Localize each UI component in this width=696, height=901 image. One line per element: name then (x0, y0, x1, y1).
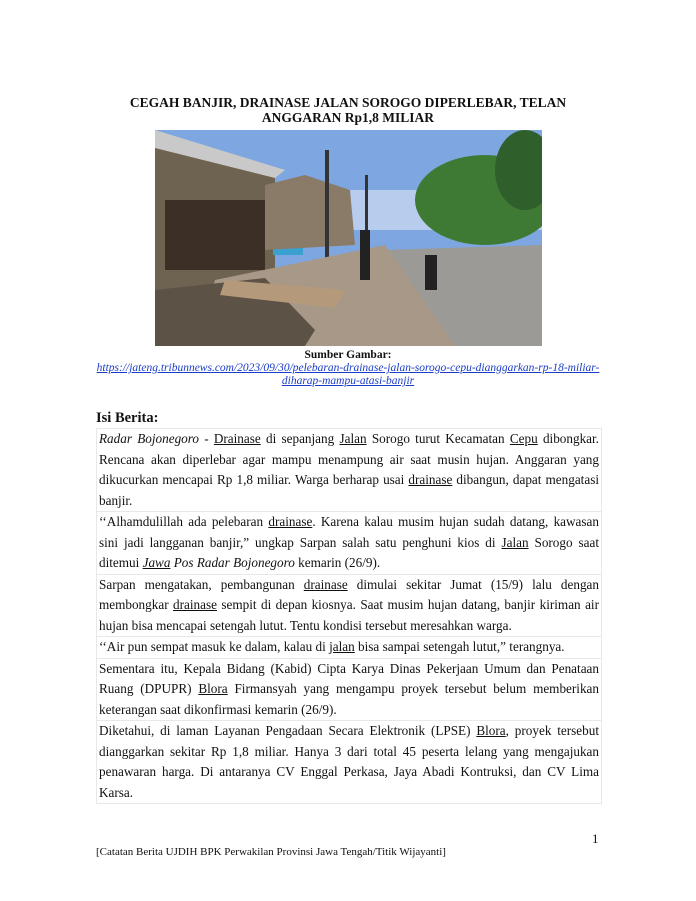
paragraph-text: Sarpan mengatakan, pembangunan (99, 576, 304, 592)
linked-term[interactable]: Jalan (501, 534, 529, 550)
linked-term[interactable]: Blora (198, 681, 228, 696)
page-footer: [Catatan Berita UJDIH BPK Perwakilan Provinsi Jawa Tengah/Titik Wijayanti] (96, 846, 446, 858)
paragraph-text: Diketahui, di laman Layanan Pengadaan Secara Elektronik (LPSE) (99, 723, 477, 738)
paragraph-text: - (199, 431, 214, 446)
section-heading: Isi Berita: (96, 410, 159, 426)
linked-term[interactable]: drainase (268, 514, 313, 529)
paragraph-text: ‘‘Alhamdulillah ada pelebaran (99, 514, 269, 529)
linked-term[interactable]: Cepu (509, 431, 538, 446)
paragraph-text: Sementara itu, Kepala Bidang (Kabid) Cipta Karya Dinas Pekerjaan Umum dan Penataan Ruang (DPUPR) (99, 660, 599, 696)
source-link[interactable]: https://jateng.tribunnews.com/2023/09/30/pelebaran-drainase-jalan-sorogo-cepu-dianggarkan-rp-18-miliar-diharap-mampu-atasi-banjir (96, 362, 600, 387)
caption-label: Sumber Gambar: (304, 349, 392, 361)
linked-term[interactable]: Jawa (142, 555, 171, 570)
linked-term[interactable]: drainase (408, 472, 453, 487)
paragraph-text: Sorogo saat ditemui (99, 534, 599, 570)
paragraph-text: dimulai sekitar Jumat (15/9) lalu dengan membongkar (99, 576, 599, 612)
article-paragraph (96, 720, 602, 804)
linked-term[interactable]: jalan (329, 639, 355, 654)
article-body (96, 428, 602, 804)
paragraph-text: di sepanjang (260, 431, 340, 446)
article-paragraph (96, 428, 602, 511)
paragraph-text: Firmansyah yang mengampu proyek tersebut belum memberikan keterangan saat dikonfirmasi kemarin (26/9). (99, 681, 599, 717)
news-photo (155, 130, 542, 346)
paragraph-text: Sorogo turut Kecamatan (366, 431, 510, 446)
linked-term[interactable]: Drainase (213, 431, 261, 446)
paragraph-text: dibongkar. Rencana akan diperlebar agar mampu menampung air saat musin hujan. Anggaran yang dikucurkan mencapai Rp 1,8 miliar. Warga berharap usai (99, 431, 599, 487)
article-paragraph (96, 636, 602, 658)
article-paragraph (96, 658, 602, 721)
linked-term[interactable]: drainase (173, 597, 217, 612)
linked-term[interactable]: Blora (476, 723, 506, 738)
article-paragraph (96, 511, 602, 574)
paragraph-text: Pos Radar Bojonegoro (170, 555, 295, 570)
image-caption (80, 349, 616, 388)
linked-term[interactable]: Jalan (339, 431, 367, 446)
paragraph-text: dibangun, dapat mengatasi banjir. (99, 472, 599, 508)
article-paragraph (96, 574, 602, 637)
paragraph-text: Radar Bojonegoro (99, 431, 199, 446)
paragraph-text: ‘‘Air pun sempat masuk ke dalam, kalau di (99, 639, 330, 654)
street-construction-illustration (155, 130, 542, 346)
page-number: 1 (592, 831, 599, 846)
linked-term[interactable]: drainase (303, 576, 348, 592)
paragraph-text: bisa sampai setengah lutut,” terangnya. (354, 639, 565, 654)
paragraph-text: , proyek tersebut dianggarkan sekitar Rp 1,8 miliar. Hanya 3 dari total 45 peserta lelang yang mengajukan penawaran harga. Di antaranya CV Enggal Perkasa, Jaya Abadi Kontruksi, dan CV Lima Karsa. (99, 723, 599, 800)
article-title: CEGAH BANJIR, DRAINASE JALAN SOROGO DIPERLEBAR, TELAN ANGGARAN Rp1,8 MILIAR (129, 95, 567, 125)
paragraph-text: sempit di depan kiosnya. Saat musim hujan datang, banjir kiriman air hujan bisa mencapai setengah lutut. Tentu kondisi tersebut meresahkan warga. (99, 597, 599, 633)
paragraph-text: kemarin (26/9). (294, 555, 381, 570)
paragraph-text: . Karena kalau musim hujan sudah datang, kawasan sini jadi langganan banjir,” ungkap Sarpan salah satu penghuni kios di (99, 514, 599, 550)
